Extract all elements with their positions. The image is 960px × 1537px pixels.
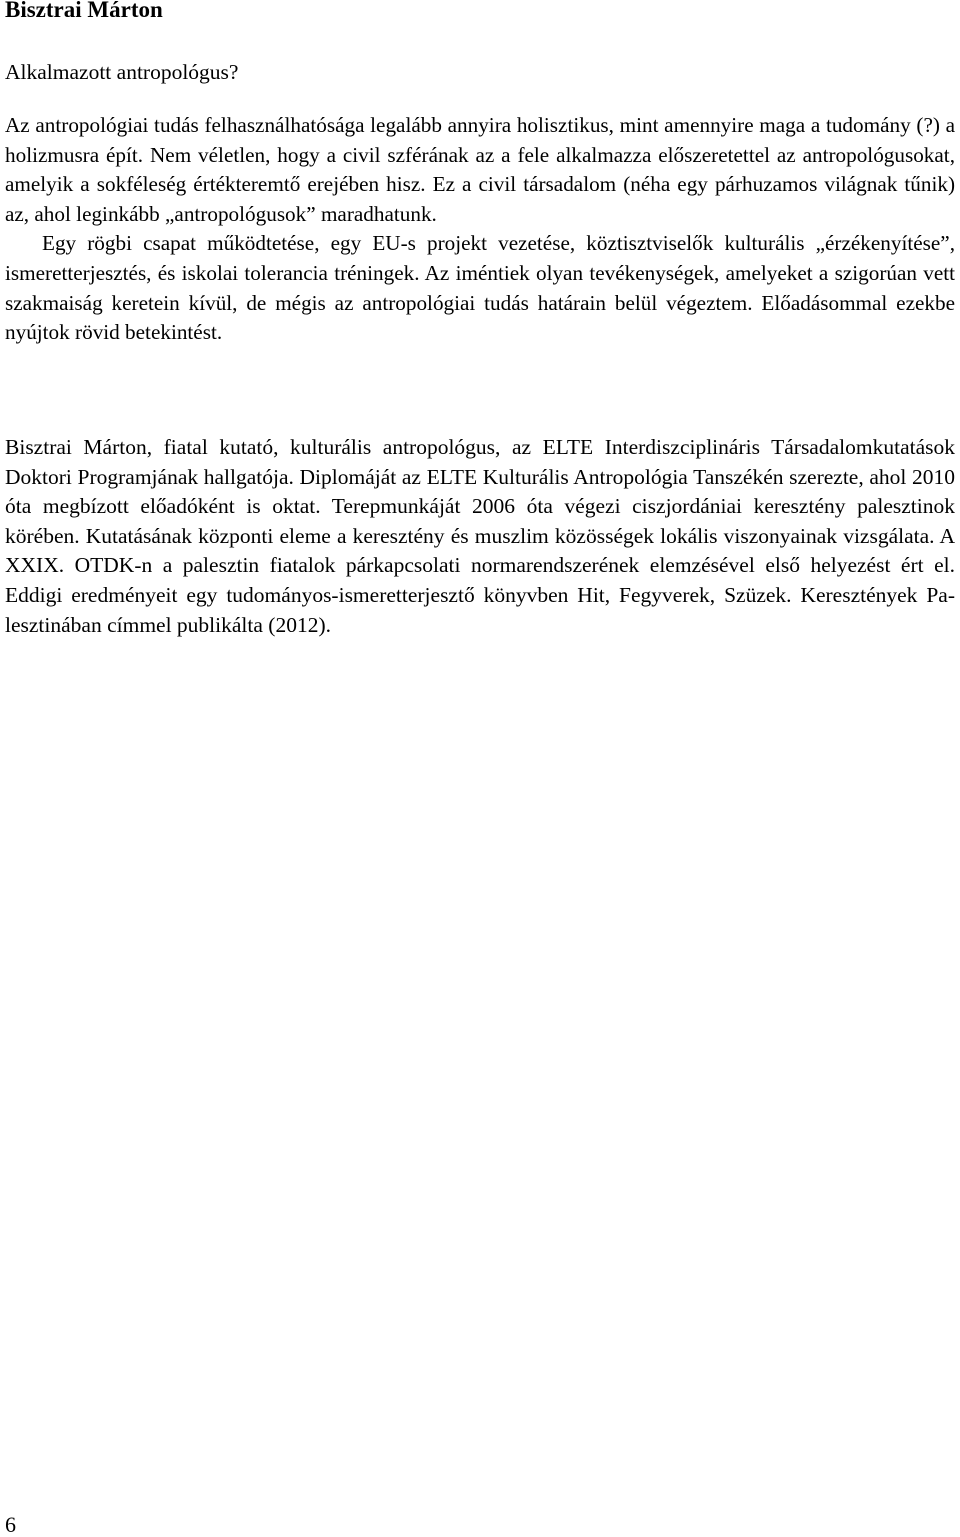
talk-title: Alkalmazott antropológus?	[5, 60, 239, 84]
abstract-paragraph-2: Egy rögbi csapat működtetése, egy EU-s projekt vezetése, köztisztviselők kulturális „érzékenyítése”, ismeretterjesztés, és iskolai tolerancia tréningek. Az iméntiek olyan tevékenységek, amelyeket a szigorúan vett szakmaiság keretein kívül, de mégis az antropológiai tudás határain belül végeztem. Előadásommal ezekbe nyújtok rövid betekintést.	[5, 231, 955, 345]
author-name: Bisztrai Márton	[5, 0, 163, 22]
abstract-paragraph-1: Az antropológiai tudás felhasználhatósága legalább annyira holisztikus, mint amennyire maga a tudomány (?) a holizmusra épít. Nem véletlen, hogy a civil szférának az a fele alkalmazza előszeretettel az antropológusokat, amelyik a sokféleség értékteremtő erejében hisz. Ez a civil társadalom (néha egy párhuzamos világnak tűnik) az, ahol leginkább „antropológusok” maradhatunk.	[5, 113, 955, 226]
abstract	[5, 111, 955, 348]
author-bio: Bisztrai Márton, fiatal kutató, kulturális antropológus, az ELTE Interdiszciplináris Társadalomkutatások Doktori Programjának hallgatója. Diplomáját az ELTE Kulturális Antropológia Tanszékén szerezte, ahol 2010 óta megbízott előadóként is oktat. Terepmunkáját 2006 óta végezi ciszjordániai keresztény palesztinok körében. Kutatásának központi eleme a keresztény és muszlim közösségek lokális viszonyainak vizsgálata. A XXIX. OTDK-n a palesztin fiatalok párkapcsolati normarendszerének elemzésével első helyezést ért el. Eddigi eredményeit egy tudományos-ismeretterjesztő könyvben Hit, Fegyverek, Szüzek. Keresztények Palesztinában címmel publikálta (2012).	[5, 435, 955, 637]
page-number: 6	[5, 1512, 16, 1537]
